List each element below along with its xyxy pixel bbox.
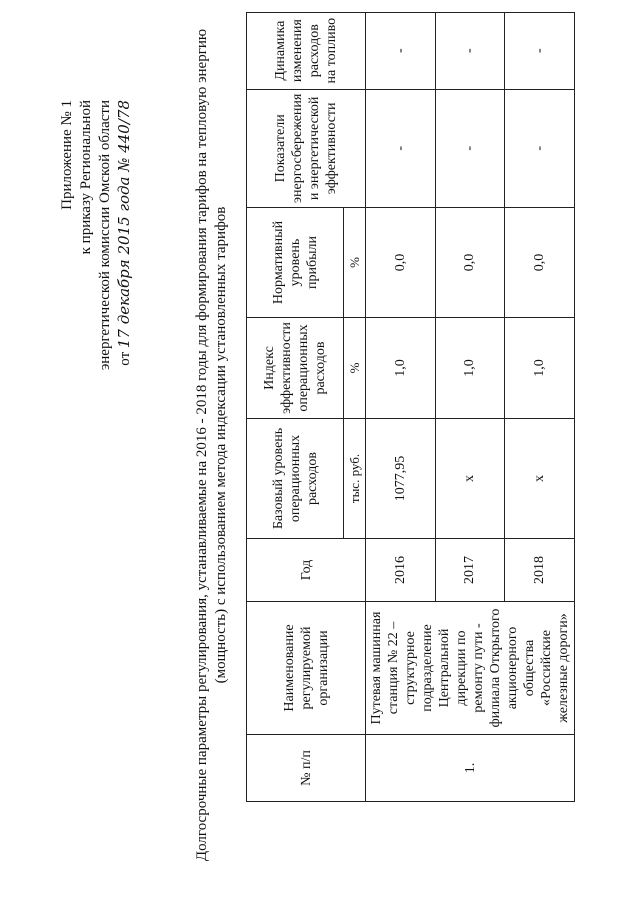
header-num: № п/п bbox=[247, 735, 366, 802]
cell-base: 1077,95 bbox=[366, 419, 436, 539]
cell-year: 2017 bbox=[435, 539, 505, 602]
appendix-block bbox=[58, 100, 135, 370]
appendix-line-4 bbox=[115, 100, 135, 370]
cell-index: 1,0 bbox=[505, 318, 575, 419]
header-year: Год bbox=[247, 539, 366, 602]
cell-index: 1,0 bbox=[366, 318, 436, 419]
cell-energy: - bbox=[435, 89, 505, 207]
appendix-line-1: Приложение № 1 bbox=[59, 100, 75, 210]
cell-year: 2018 bbox=[505, 539, 575, 602]
header-org: Наименование регулируемой организации bbox=[247, 602, 366, 735]
cell-fuel: - bbox=[505, 12, 575, 89]
cell-energy: - bbox=[366, 89, 436, 207]
header-energy: Показатели энергосбережения и энергетической эффективности bbox=[247, 89, 366, 207]
cell-fuel: - bbox=[435, 12, 505, 89]
cell-energy: - bbox=[505, 89, 575, 207]
handwritten-date-number: 17 декабря 2015 года № 440/78 bbox=[115, 100, 133, 349]
cell-org: Путевая машинная станция № 22 – структурное подразделение Центральной дирекции по ремонту пути - филиала Открытого акционерного общества «Российские железные дороги» bbox=[366, 602, 575, 735]
table-header-row bbox=[247, 12, 344, 801]
cell-base: х bbox=[435, 419, 505, 539]
cell-num: 1. bbox=[366, 735, 575, 802]
unit-index: % bbox=[344, 318, 366, 419]
header-profit: Нормативный уровень прибыли bbox=[247, 208, 344, 318]
cell-base: х bbox=[505, 419, 575, 539]
header-fuel: Динамика изменения расходов на топливо bbox=[247, 12, 366, 89]
header-index: Индекс эффективности операционных расходов bbox=[247, 318, 344, 419]
header-base: Базовый уровень операционных расходов bbox=[247, 419, 344, 539]
cell-year: 2016 bbox=[366, 539, 436, 602]
appendix-from-label: от bbox=[117, 351, 133, 366]
cell-fuel: - bbox=[366, 12, 436, 89]
parameters-table bbox=[246, 12, 575, 802]
table-row bbox=[366, 12, 436, 801]
cell-profit: 0,0 bbox=[505, 208, 575, 318]
appendix-line-3: энергетической комиссии Омской области bbox=[97, 100, 113, 371]
unit-profit: % bbox=[344, 208, 366, 318]
cell-profit: 0,0 bbox=[366, 208, 436, 318]
document-title: Долгосрочные параметры регулирования, устанавливаемые на 2016 - 2018 годы для формирования тарифов на тепловую энергию (мощность) с использованием метода индексации установленных тарифов bbox=[194, 28, 229, 862]
appendix-line-2: к приказу Региональной bbox=[78, 100, 94, 255]
cell-profit: 0,0 bbox=[435, 208, 505, 318]
unit-base: тыс. руб. bbox=[344, 419, 366, 539]
cell-index: 1,0 bbox=[435, 318, 505, 419]
